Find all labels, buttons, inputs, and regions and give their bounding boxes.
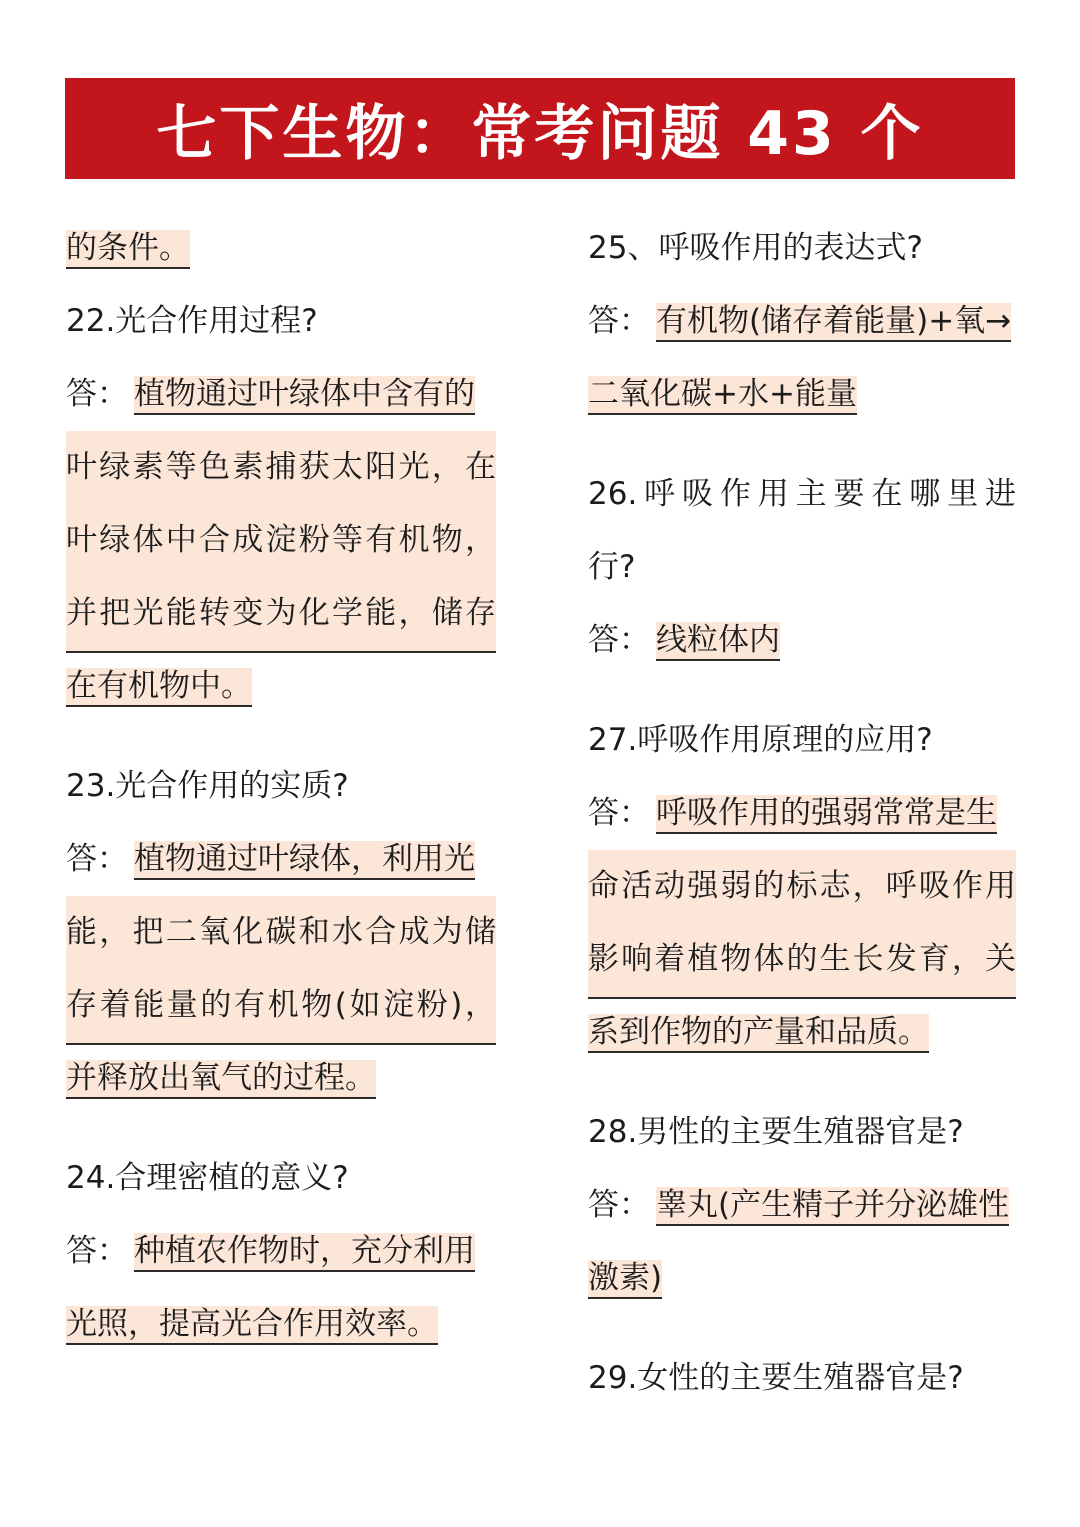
answer-text: 二氧化碳+水+能量 [588, 376, 857, 415]
answer-prefix: 答： [66, 376, 128, 412]
left-column [66, 212, 496, 1361]
answer-text: 叶绿体中合成淀粉等有机物， [66, 504, 496, 580]
answer-text: 光照，提高光合作用效率。 [66, 1306, 438, 1345]
answer-text: 线粒体内 [656, 622, 780, 661]
answer-line [66, 823, 496, 896]
answer-text: 命活动强弱的标志，呼吸作用 [588, 850, 1016, 926]
answer-text: 有机物(储存着能量)+氧→ [656, 303, 1011, 342]
answer-line [588, 358, 1016, 431]
answer-text: 种植农作物时，充分利用 [134, 1233, 475, 1272]
answer-prefix: 答： [66, 841, 128, 877]
question-25: 25、呼吸作用的表达式? [588, 230, 923, 266]
question-29: 29.女性的主要生殖器官是? [588, 1360, 964, 1396]
answer-prefix: 答： [588, 795, 650, 831]
answer-text: 植物通过叶绿体中含有的 [134, 376, 475, 415]
question-27: 27.呼吸作用原理的应用? [588, 722, 933, 758]
answer-line [66, 1215, 496, 1288]
question-22: 22.光合作用过程? [66, 303, 318, 339]
answer-line [588, 996, 1016, 1069]
answer-prefix: 答： [588, 622, 650, 658]
question-26-line: 26.呼吸作用主要在哪里进 [588, 476, 1016, 512]
answer-line [66, 577, 496, 650]
question-24: 24.合理密植的意义? [66, 1160, 349, 1196]
answer-line [66, 896, 496, 969]
answer-text: 存着能量的有机物(如淀粉)， [66, 969, 496, 1045]
answer-prefix: 答： [66, 1233, 128, 1269]
answer-line [588, 604, 1016, 677]
answer-line [66, 431, 496, 504]
answer-line [66, 1042, 496, 1115]
answer-line [66, 504, 496, 577]
answer-line [588, 285, 1016, 358]
answer-line [588, 850, 1016, 923]
question-23: 23.光合作用的实质? [66, 768, 349, 804]
answer-text: 在有机物中。 [66, 668, 252, 707]
question-28: 28.男性的主要生殖器官是? [588, 1114, 964, 1150]
answer-text: 睾丸(产生精子并分泌雄性 [656, 1187, 1009, 1226]
answer-text: 影响着植物体的生长发育，关 [588, 923, 1016, 999]
page-title: 七下生物：常考问题 43 个 [156, 98, 924, 169]
answer-text: 能，把二氧化碳和水合成为储 [66, 896, 496, 972]
answer-fragment: 的条件。 [66, 230, 190, 269]
answer-text: 叶绿素等色素捕获太阳光，在 [66, 431, 496, 507]
answer-line [588, 1169, 1016, 1242]
answer-text: 呼吸作用的强弱常常是生 [656, 795, 997, 834]
answer-text: 并把光能转变为化学能，储存 [66, 577, 496, 653]
answer-text: 激素) [588, 1260, 662, 1299]
answer-line [66, 1288, 496, 1361]
answer-text: 植物通过叶绿体，利用光 [134, 841, 475, 880]
answer-line [588, 1242, 1016, 1315]
title-banner [65, 78, 1015, 179]
answer-text: 并释放出氧气的过程。 [66, 1060, 376, 1099]
answer-line [66, 650, 496, 723]
answer-line [66, 212, 496, 285]
answer-line [588, 777, 1016, 850]
answer-text: 系到作物的产量和品质。 [588, 1014, 929, 1053]
answer-prefix: 答： [588, 1187, 650, 1223]
right-column [588, 212, 1016, 1415]
answer-line [588, 923, 1016, 996]
answer-prefix: 答： [588, 303, 650, 339]
question-26-cont: 行? [588, 549, 636, 585]
answer-line [66, 358, 496, 431]
question-26 [588, 458, 1016, 531]
answer-line [66, 969, 496, 1042]
